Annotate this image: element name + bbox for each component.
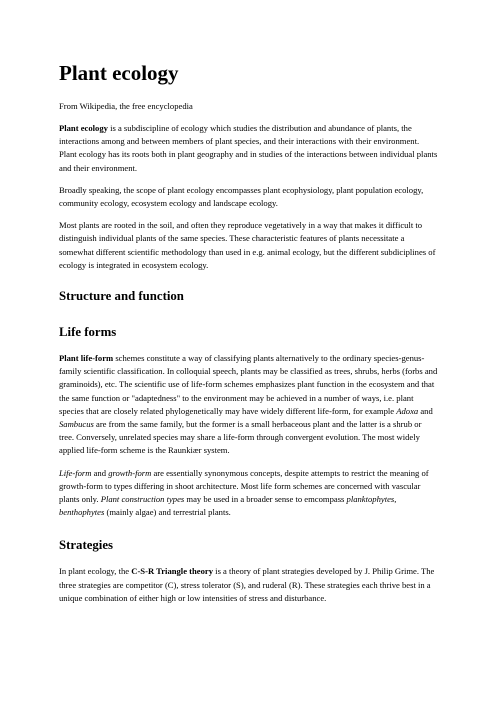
life-forms-text: may be used in a broader sense to emcompass <box>184 494 347 505</box>
intro-paragraph <box>59 122 438 175</box>
scope-paragraph: Broadly speaking, the scope of plant ecology encompasses plant ecophysiology, plant population ecology, community ecology, ecosystem ecology and landscape ecology. <box>59 184 424 209</box>
intro-bold-term: Plant ecology <box>59 123 108 133</box>
strategies-text: In plant ecology, the <box>59 566 132 577</box>
life-forms-text: are essentially synonymous concepts, despite attempts to restrict the meaning of growth-form to types differing in shoot architecture. Most life form schemes are concerned with vascular plants only. <box>59 467 429 505</box>
strategies-text: is a theory of plant strategies developed by J. Philip Grime. The three strategies are competitor (C), stress tolerator (S), and ruderal (R). These strategies each thrive best in a unique combination of either high or low intensities of stress and disturbance. <box>59 566 435 603</box>
construction-types-italic: Plant construction types <box>100 494 185 505</box>
section-heading-structure: Structure and function <box>59 289 184 304</box>
life-forms-text: are from the same family, but the former is a small herbaceous plant and the latter is a shrub or tree. Conversely, unrelated species may share a life-form through convergent evolution. The most widely applied life-form scheme is the Raunkiær system. <box>59 419 422 456</box>
section-heading-life-forms: Life forms <box>59 325 117 340</box>
csr-bold-term: C-S-R Triangle theory <box>131 566 214 577</box>
life-form-bold-term: Plant life-form <box>59 353 114 364</box>
intro-text: is a subdiscipline of ecology which studies the distribution and abundance of plants, the interactions among and between members of plant species, and their interactions with their environment. Plant ecology has its roots both in plant geography and in studies of the interactions between individual plants and their environment. <box>59 123 438 173</box>
section-heading-strategies: Strategies <box>59 538 114 553</box>
sambucus-italic: Sambucus <box>59 419 94 430</box>
life-form-italic: Life-form <box>59 467 92 478</box>
life-forms-text: and <box>418 405 433 416</box>
life-forms-text: (mainly algae) and terrestrial plants. <box>104 507 231 518</box>
strategies-paragraph <box>59 565 438 605</box>
page-subtitle: From Wikipedia, the free encyclopedia <box>59 101 193 111</box>
life-forms-paragraph-1 <box>59 352 438 458</box>
adoxa-italic: Adoxa <box>396 405 419 416</box>
life-forms-text: schemes constitute a way of classifying plants alternatively to the ordinary species-genus-family scientific classification. In colloquial speech, plants may be classified as trees, shrubs, herbs (forbs and graminoids), etc. The scientific use of life-form schemes emphasizes plant function in the ecosystem and that the same function or "adaptedness" to the environment may be achieved in a number of ways, i.e. plant species that are closely related phylogenetically may have widely different life-form, for example <box>59 353 438 416</box>
planktophytes-italic: planktophytes <box>346 494 395 505</box>
life-forms-text: , <box>394 494 397 505</box>
rooted-paragraph: Most plants are rooted in the soil, and often they reproduce vegetatively in a way that makes it difficult to distinguish individual plants of the same species. These characteristic features of plants necessitate a somewhat different scientific methodology than used in e.g. animal ecology, but the different subdiciplines of ecology is integrated in ecosystem ecology. <box>59 220 436 270</box>
growth-form-italic: growth-form <box>108 467 152 478</box>
benthophytes-italic: benthophytes <box>59 507 105 518</box>
life-forms-paragraph-2 <box>59 467 438 520</box>
life-forms-text: and <box>91 467 109 478</box>
page-title: Plant ecology <box>59 61 179 85</box>
